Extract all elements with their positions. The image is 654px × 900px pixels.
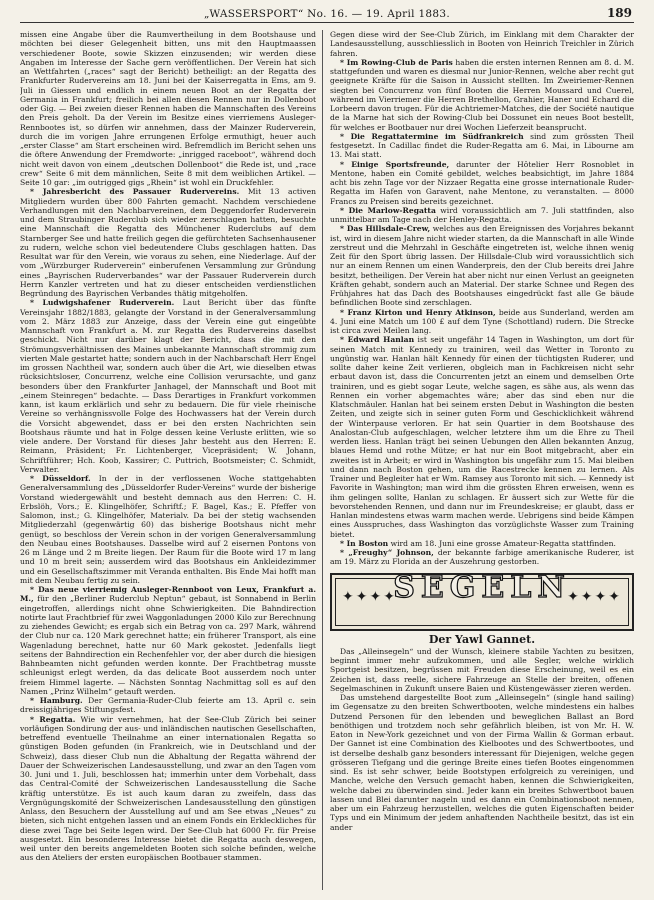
news-text: Gegen diese wird der See-Club Zürich, im Einklang mit dem Charakter der Landesausstellung, ausschliesslich in Booten von Heinrich Treichler in Zürich fahren. (330, 30, 634, 58)
news-lead: * Regatta. (30, 714, 76, 724)
news-paragraph (20, 30, 316, 187)
news-paragraph (330, 160, 634, 206)
news-text: In der in der verflossenen Woche stattgehabten Generalversammlung des „Düsseldorfer Ruder-Vereins“ wurde der bisherige Vorstand wiedergewählt und besteht demnach aus den Herren: C. H. Erbslöh, Vors.; E. Klingelhöfer, Schriftf.; F. Bagel, Kas.; E. Pfeffer von Salomon, inst.; G. Klingelhöfer, Materialv. Da bei der stetig wachsenden Mitgliederzahl (gegenwärtig 60) das bisherige Bootshaus nicht mehr genügt, so beschloss der Verein schon in der vorigen Generalversammlung den Neubau eines Bootshauses. Dasselbe wird auf 2 eisernen Pontons von 26 m Länge und 2 m Breite liegen. Der Raum für die Boote wird 17 m lang und 10 m breit sein; ausserdem wird das Bootshaus ein Ankleidezimmer und ein Gesellschaftszimmer mit Veranda enthalten. Bis Ende Mai hofft man mit dem Neubau fertig zu sein. (20, 474, 316, 585)
news-paragraph (20, 298, 316, 474)
segeln-section-title: SEGELN (393, 569, 571, 605)
news-paragraph (20, 187, 316, 298)
news-text: Laut Bericht über das fünfte Vereinsjahr 1882/1883, gelangte der Vorstand in der Generalversammlung vom 2. März 1883 zur Anzeige, dass der Verein eine gut eingeübte Mannschaft von Frankfurt a. M. zur Regatta des Rudervereins daselbst geschickt. Nicht nur darüber klagt der Bericht, dass die mit den Strömungsverhältnissen des Maines unbekannte Mannschaft strommig zum vierten Male gestartet hatte; sondern auch in der Nachbarschaft Herr Engel im grossen Nachtheil war, sondern auch über die Art, wie dieselben etwas rücksichtsloser, Concurrenz, welche eine Collision verursachte, und ganz besonders über den Frankfurter Janhagel, der Mannschaft und Boot mit „einem Steinregen“ bedachte. — Dass Derartiges in Frankfurt vorkommen kann, ist kaum erklärlich und sehr zu bedauern. Die für viele rheinische Vereine so verhängnissvolle Folge des Hochwassers hat der Verein durch die Vorsicht abgewendet, dass er bei den ersten Nachrichten sein Bootshaus räumte und hat in Folge dessen keine Verluste erlitten, wie so viele andere. Der Vorstand für dieses Jahr besteht aus den Herren: E. Reimann, Präsident; Fr. Lichtenberger, Vicepräsident; W. Johann, Schriftführer; Hch. Koob, Kassirer; C. Puttrich, Bootsmeister; C. Schmidt, Verwalter. (20, 298, 316, 474)
news-text: haben die ersten internen Rennen am 8. d. M. stattgefunden und waren es diesmal nur Junior-Rennen, welche aber recht gut geeignete Kräfte für die Saison in Aussicht stellten. Im Zweiriemer-Rennen siegten bei Concurrenz von fünf Booten die Herren Moussard und Cuerel, während im Vierriemer die Herren Brethellon, Grahier, Haner und Echard die Lorbeern davon trugen. Für die Achtriemer-Matches, die der Société nautique de la Marne hat sich der Rowing-Club bei Dossunet ein neues Boot bestellt, für welches er Bootbauer nur drei Wochen Lieferzeit beansprucht. (330, 57, 634, 132)
news-text: darunter der Hôtelier Herr Rosnoblet in Mentone, haben ein Comité gebildet, welches beabsichtigt, im Jahre 1884 acht bis zehn Tage vor der Nizzaer Regatta eine grosse internationale Ruder-Regatta im Hafen von Garavent, nahe Mentone, zu veranstalten. — 8000 Francs zu Preisen sind bereits gezeichnet. (330, 159, 634, 206)
article-heading: Der Yawl Gannet. (428, 632, 536, 646)
news-lead: * Ludwigshafener Ruderverein. (30, 298, 175, 308)
news-text: Der Germania-Ruder-Club feierte am 13. April c. sein dreissigjähriges Stiftungsfest. (20, 696, 316, 715)
column-divider (322, 30, 323, 890)
right-column (330, 30, 634, 892)
news-text: Mit 13 activen Mitgliedern wurden über 800 Fahrten gemacht. Nachdem verschiedene Verhandlungen mit den Nachbarvereinen, dem Deggendorfer Ruderverein und dem Straubinger Ruderclub sich wieder zerschlagen hatten, besuchte eine Mannschaft die Regatta des Münchener Ruderclubs auf dem Starnberger See und hatte freilich gegen die gefürchteten Sachsenhausener zu rudern, welche schon viel bedeutendere Clubs geschlagen hatten. Das Resultat war für den Verein, wie voraus zu sehen, eine Niederlage. Auf der vom „Würzburger Ruderverein“ einberufenen Versammlung zur Gründung eines „Bayrischen Ruderverbandes“ war der Passauer Ruderverein durch Herrn Kanzler vertreten und hat zu dieser entscheiden verdienstlichen Begründung des Bayrischen Verbandes thätig mitgeholfen. (20, 187, 316, 298)
news-lead: * Das Hillsdale-Crew, (340, 224, 431, 234)
news-paragraph (330, 548, 634, 567)
news-paragraph (20, 585, 316, 696)
news-lead: * Die Regattatermine im Südfrankreich (340, 131, 524, 141)
left-column (20, 30, 316, 892)
news-text: welches aus den Ereignissen des Vorjahres bekannt ist, wird in diesem Jahre nicht wieder starten, da die Mannschaft in alle Winde zerstreut und die Mehrzahl in Geschäfte eingetreten ist, welche ihnen wenig Zeit für den Sport übrig lassen. Der Hillsdale-Club wird voraussichtlich sich nur an einem Rennen um einen Wanderpreis, den der Club bereits drei Jahre besitzt, betheiligen. Der Verein hat aber nicht nur einen Verlust an geeigneten Kräften gehabt, sondern auch an Material. Der starke Schnee und Regen des Frühjahres hat das Dach des Bootshauses eingedrückt fast alle Ge bäude befindlichen Boote sind zerschlagen. (330, 224, 634, 308)
segeln-banner (330, 569, 634, 631)
news-lead: * „Freughy“ Johnson, (340, 548, 434, 557)
news-paragraph (330, 224, 634, 307)
news-lead: * Hamburg. (30, 696, 83, 705)
rowing-news (330, 30, 634, 567)
news-lead: * Franz Kirton und Henry Atkinson, (340, 307, 496, 317)
news-paragraph (330, 132, 634, 160)
news-text: beide aus Sunderland, werden am 4. Juni eine Match um 100 £ auf dem Tyne (Schottland) rudern. Die Strecke ist circa zwei Meilen lang. (330, 307, 634, 335)
news-paragraph (330, 539, 634, 548)
news-lead: * Düsseldorf. (30, 474, 91, 483)
news-paragraph (20, 474, 316, 585)
news-text: wird voraussichtlich am 7. Juli stattfinden, also unmittelbar am Tage nach der Henley-Regatta. (330, 205, 634, 224)
news-lead: * Einige Sportsfreunde, (340, 159, 450, 169)
article-paragraph: Das „Alleinsegeln“ und der Wunsch, kleinere stabile Yachten zu besitzen, beginnt immer mehr aufzukommen, und alle Segler, welche wirklich Sportgeist besitzen, begrüssen mit Freuden diese Erscheinung, weil es ein Zeichen ist, dass reelle, sichere Fahrzeuge an Stelle der breiten, offenen Segelmaschinen in Zukunft unsere Baien und Küstengewässer zieren werden. (330, 646, 634, 693)
news-text: sind zum grössten Theil festgesetzt. In Cadillac findet die Ruder-Regatta am 6. Mai, in Libourne am 13. Mai statt. (330, 131, 634, 160)
news-paragraph (330, 308, 634, 336)
article-paragraph: Das umstehend dargestellte Boot zum „Alleinsegeln“ (single hand sailing) im Gegensatze zu den breiten Schwertbooten, welche mindestens ein halbes Dutzend Personen für den lebenden und beweglichen Ballast an Bord benöthigen und trotzdem noch sehr gefährlich bleiben, ist von Mr. H. W. Eaton in New-York gezeichnet und von der Firma Wallin & Gorman erbaut. Der Gannet ist eine Combination des Kielbootes und des Schwertbootes, und ist derselbe deshalb ganz besonders interessant für Diejenigen, welche gegen grösseren Tiefgang und die geringe Breite eines tiefen Bootes eingenommen sind. Es ist sehr schwer, beide Bootstypen erfolgreich zu vereinigen, und Manche, welche den Versuch gemacht haben, kennen die Schwierigkeiten, welche dabei zu überwinden sind. Jeder kann ein breites Schwertboot bauen lassen und Blei darunter nageln und es dann ein Combinationsboot nennen, aber um ein Fahrzeug herzustellen, welches die guten Eigenschaften beider Typs und ein Minimum der jedem anhaftenden Nachtheile besitzt, das ist ein ander (330, 693, 634, 832)
segeln-article-body (330, 647, 634, 832)
news-paragraph (330, 30, 634, 58)
news-lead: * Edward Hanlan (340, 335, 415, 345)
journal-title: „WASSERSPORT“ No. 16. — 19. April 1883. (203, 8, 451, 20)
news-paragraph (330, 206, 634, 225)
news-paragraph (330, 58, 634, 132)
page-number: 189 (606, 6, 632, 20)
news-lead: * Das neue vierriemig Ausleger-Rennboot von Leux, Frankfurt a. M., (20, 585, 316, 604)
news-lead: * Jahresbericht des Passauer Rudervereins. (30, 187, 240, 197)
banner-ornament-right: ✦✦✦✦ (567, 588, 622, 605)
news-text: ist seit ungefähr 14 Tagen in Washington, um dort für seinen Match mit Kennedy zu trainiren, weil das Wetter in Toronto zu ungünstig war. Hanlan hält Kennedy für einen der tüchtigsten Ruderer, und sollte daher keine Zeit verlieren, obgleich man in Fachkreisen nicht sehr erbaut davon ist, dass die Concurrenten jetzt an einem und demselben Orte trainiren, und es giebt sogar Leute, welche sagen, es sähe aus, als wenn das Rennen ein vorher abgemachtes wäre; aber das sind eben nur die Klatschmäuler. Hanlan hat bei seinem ersten Debut in Washington die besten Zeiten, und zeigte sich in seiner guten Form und Geschicklichkeit während der Winterpause verloren. Er hat sein Quartier in dem Bootshause des Analostan-Club aufgeschlagen, welcher letztere ihm um die Ehre zu Theil werden liess. Hanlan trägt bei seinen Uebungen den Allen bekannten Anzug, blaues Hemd und rothe Mütze; er hat nur ein Boot mitgebracht, aber ein zweites ist in Arbeit; er wird in Washington bis ungefähr zum 15. Mai bleiben und dann nach Boston gehen, um die Racestrecke kennen zu lernen. Als Trainer und Begleiter hat er Wm. Ramsey aus Toronto mit sich. — Kennedy ist Favorite in Washington; man wird ihm die grössten Ehren erweisen, wenn es ihm gelingen sollte, Hanlan zu schlagen. Er äussert sich zur Wette für die bevorstehenden Rennen, und dann nur im Freundeskreise; er glaubt, dass er Hanlan mindestens etwas warm machen werde. Uebrigens sind beide Kämpen eines Ausspruches, dass Washington das vorzüglichste Wasser zum Training bietet. (330, 335, 634, 539)
news-text: wird am 18. Juni eine grosse Amateur-Regatta stattfinden. (388, 538, 616, 548)
banner-ornament-left: ✦✦✦✦ (342, 588, 397, 605)
news-lead: * Die Marlow-Regatta (340, 205, 436, 215)
news-text: Wie wir vernehmen, hat der See-Club Zürich bei seiner vorläufigen Sondirung der aus- und inländischen nautischen Gesellschaften, betreffend eventuelle Theilnahme an einer internationalen Regatta so günstigen Boden gefunden (in Frankreich, wie in Deutschland und der Schweiz), dass dieser Club nun die Abhaltung der Regatta während der Dauer der Schweizerischen Landesausstellung, und zwar an den Tagen vom 30. Juni und 1. Juli, beschlossen hat; immerhin unter dem Vorbehalt, dass das Central-Comité der Schweizerischen Landesausstellung die Sache kräftig unterstütze. Es ist auch kaum daran zu zweifeln, dass das Vergnügungskomité der Schweizerischen Landesausstellung den günstigen Anlass, den Besuchern der Ausstellung auf und am See etwas „Neues“ zu bieten, sich nicht entgehen lassen und an einem Fonds ein Erkleckliches für diese zwei Tage bei Seite legen wird. Der See-Club hat 6000 Fr. für Preise ausgesetzt. Ein besonderes Interesse bietet die Regatta auch deswegen, weil unter den bereits angemeldeten Booten sich solche befinden, welche aus den Ateliers der ersten europäischen Bootbauer stammen. (20, 714, 316, 863)
news-paragraph (20, 715, 316, 863)
header-rule (20, 22, 634, 23)
news-text: für den „Berliner Ruderclub Neptun“ gebaut, ist Sonnabend in Berlin eingetroffen, allerdings nicht ohne Schwierigkeiten. Die Bahndirection notirte laut Frachtbrief für zwei Waggonladungen 2000 Kilo zur Berechnung zu ziehendes Gewicht; es ergab sich ein Betrag von ca. 297 Mark, während der Club nur ca. 120 Mark gerechnet hatte; ein früherer Transport, als eine Wagenladung berechnet, hatte nur 60 Mark gekostet. Jedenfalls liegt seitens der Bahndirection ein Rechenfehler vor, der aber durch die hiesigen Bahnbeamten nicht gefunden werden konnte. Der Frachtbetrag musste schleunigst erlegt werden, da das delicate Boot ausserdem noch unter freiem Himmel lagerte. — Nächsten Sonntag Nachmittag soll es auf den Namen „Prinz Wilhelm“ getauft werden. (20, 594, 316, 696)
news-text: der bekannte farbige amerikanische Ruderer, ist am 19. März zu Florida an der Auszehrung gestorben. (330, 548, 634, 567)
news-lead: * Im Rowing-Club de Paris (340, 57, 453, 67)
news-paragraph (20, 696, 316, 715)
news-paragraph (330, 335, 634, 539)
news-text: missen eine Angabe über die Raumvertheilung in dem Bootshause und möchten bei dieser Gelegenheit bitten, uns mit den Hauptmaassen verschiedener Boote, sowie Skizzen einzusenden; wir werden diese Angaben im Interesse der Sache gern veröffentlichen. Der Verein hat sich an Wettfahrten („races“ sagt der Bericht) betheiligt: an der Regatta des Frankfurter Rudervereins am 18. Juni bei der Kaiserregatta in Ems, am 9. Juli in Giessen und endlich in einem neuen Boot an der Regatta der Germania in Frankfurt; freilich bei allen diesen Rennen nur in Dollenboot oder Gig. — Bei zweien dieser Rennen haben die Mannschaften des Vereins den Preis geholt. Da der Verein im Besitze eines vierriemens Ausleger-Rennbootes ist, so dürfen wir annehmen, dass der Mainzer Ruderverein, durch die im vorigen Jahre errungenen Erfolge ermuthigt, heuer auch „erster Classe“ am Start erscheinen wird. Befremdlich im Bericht sehen uns die öftere Anwendung der Fremdworte: „inrigged raceboot“, während doch nicht weit davon von einem „deutschen Dollenboot“ die Rede ist, und „race crew“ Seite 6 mit dem männlichen, Seite 8 mit dem weiblichen Artikel. — Seite 10 gar: „im outrigged gigs „Rhein“ ist wohl ein Druckfehler. (20, 30, 316, 187)
news-lead: * In Boston (340, 538, 389, 548)
